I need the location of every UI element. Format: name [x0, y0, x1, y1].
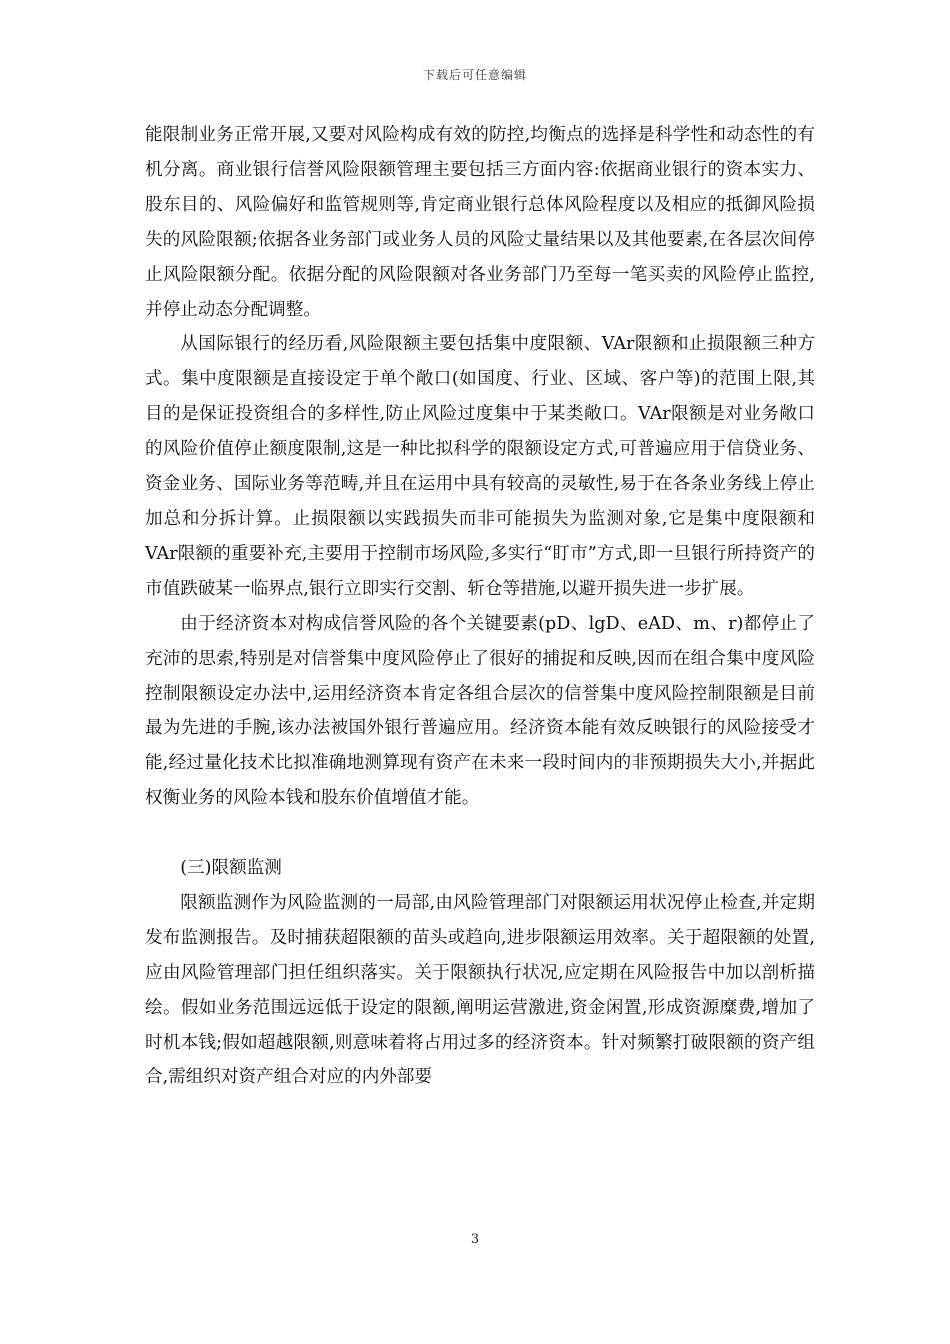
paragraph-economic-capital: 由于经济资本对构成信誉风险的各个关键要素(pD、lgD、eAD、m、r)都停止了充沛的思索,特别是对信誉集中度风险停止了很好的捕捉和反映,因而在组合集中度风险控制限额设定办法中,运用经济资本肯定各组合层次的信誉集中度风险控制限额是目前最为先进的手腕,该办法被国外银行普遍应用。经济资本能有效反映银行的风险接受才能,经过量化技术比拟准确地测算现有资产在未来一段时间内的非预期损失大小,并据此权衡业务的风险本钱和股东价值增值才能。: [145, 613, 815, 809]
page-number: 3: [470, 1232, 480, 1247]
paragraph-risk-limit-types: 从国际银行的经历看,风险限额主要包括集中度限额、VAr限额和止损限额三种方式。集中度限额是直接设定于单个敞口(如国度、行业、区域、客户等)的范围上限,其目的是保证投资组合的多样性,防止风险过度集中于某类敞口。VAr限额是对业务敞口的风险价值停止额度限制,这是一种比拟科学的限额设定方式,可普遍应用于信贷业务、资金业务、国际业务等范畴,并且在运用中具有较高的灵敏性,易于在各条业务线上停止加总和分拆计算。止损限额以实践损失而非可能损失为监测对象,它是集中度限额和VAr限额的重要补充,主要用于控制市场风险,多实行“盯市”方式,即一旦银行所持资产的市值跌破某一临界点,银行立即实行交割、斩仓等措施,以避开损失进一步扩展。: [145, 334, 815, 599]
section-heading-limit-monitoring: (三)限额监测: [180, 858, 282, 879]
paragraph-continuation: 能限制业务正常开展,又要对风险构成有效的防控,均衡点的选择是科学性和动态性的有机分离。商业银行信誉风险限额管理主要包括三方面内容:依据商业银行的资本实力、股东目的、风险偏好和监管规则等,肯定商业银行总体风险程度以及相应的抵御风险损失的风险限额;依据各业务部门或业务人员的风险丈量结果以及其他要素,在各层次间停止风险限额分配。依据分配的风险限额对各业务部门乃至每一笔买卖的风险停止监控,并停止动态分配调整。: [145, 125, 815, 320]
paragraph-limit-monitoring: 限额监测作为风险监测的一局部,由风险管理部门对限额运用状况停止检查,并定期发布监测报告。及时捕获超限额的苗头或趋向,进步限额运用效率。关于超限额的处置,应由风险管理部门担任组织落实。关于限额执行状况,应定期在风险报告中加以剖析描绘。假如业务范围远远低于设定的限额,阐明运营激进,资金闲置,形成资源糜费,增加了时机本钱;假如超越限额,则意味着将占用过多的经济资本。针对频繁打破限额的资产组合,需组织对资产组合对应的内外部要: [145, 892, 815, 1088]
document-body: [145, 118, 815, 1095]
page-header: 下载后可任意编辑: [422, 68, 527, 82]
